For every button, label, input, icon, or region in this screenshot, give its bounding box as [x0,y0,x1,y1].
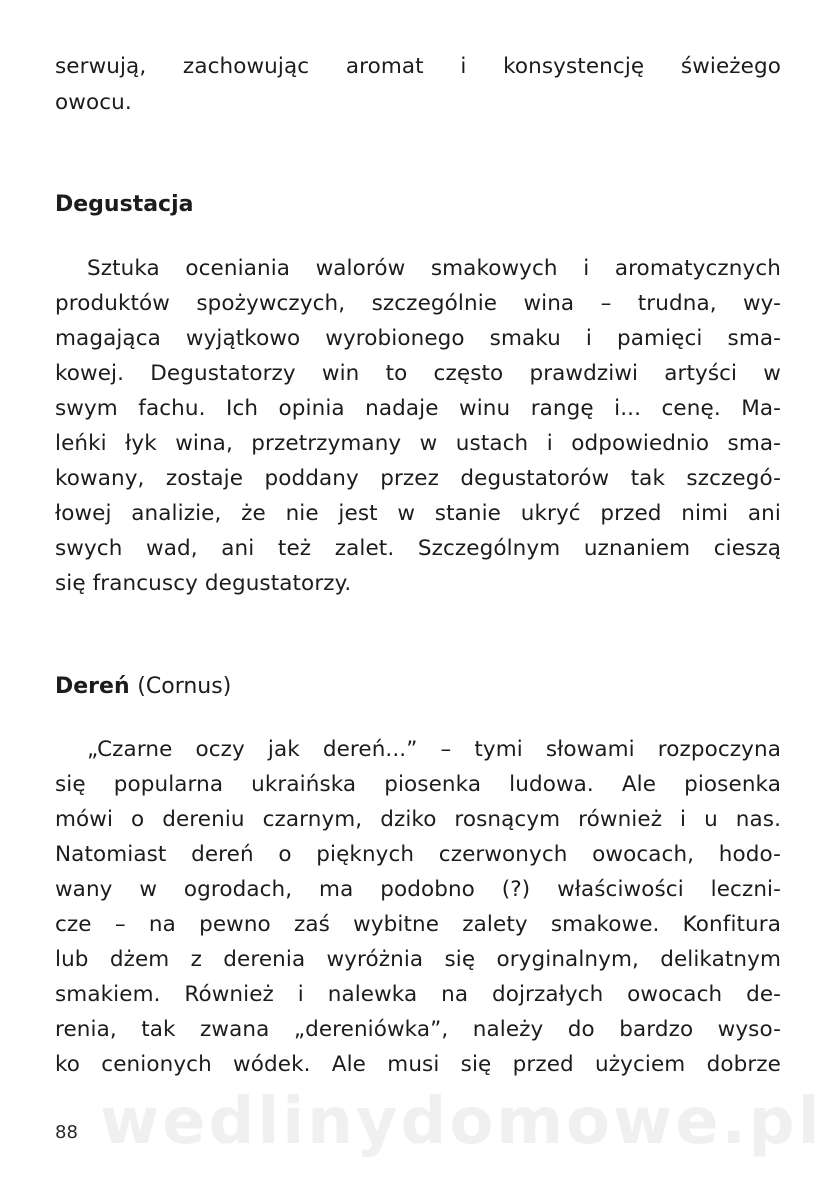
degustacja-line-6: leńki łyk wina, przetrzymany w ustach i odpowiednio sma- [55,431,781,456]
degustacja-line-5: swym fachu. Ich opinia nadaje winu rangę i... cenę. Ma- [55,396,781,421]
degustacja-line-1: Sztuka oceniania walorów smakowych i aromatycznych [87,256,781,281]
continuation-line-2: owocu. [55,90,132,115]
deren-line-7: lub dżem z derenia wyróżnia się oryginalnym, delikatnym [55,947,781,972]
degustacja-line-9: swych wad, ani też zalet. Szczególnym uznaniem cieszą [55,536,781,561]
degustacja-line-3: magająca wyjątkowo wyrobionego smaku i pamięci sma- [55,326,781,351]
degustacja-line-8: łowej analizie, że nie jest w stanie ukryć przed nimi ani [55,501,781,526]
degustacja-line-10: się francuscy degustatorzy. [55,571,352,596]
watermark: wedlinydomowe.pl [100,1085,823,1159]
deren-line-2: się popularna ukraińska piosenka ludowa. Ale piosenka [55,772,781,797]
section-heading-deren [55,672,231,702]
deren-line-1: „Czarne oczy jak dereń...” – tymi słowami rozpoczyna [87,737,781,762]
deren-line-8: smakiem. Również i nalewka na dojrzałych owocach de- [55,982,781,1007]
section-latin-name: (Cornus) [137,674,232,699]
deren-line-4: Natomiast dereń o pięknych czerwonych owocach, hodo- [55,842,781,867]
section-title: Dereń [55,674,130,699]
continuation-line-1: serwują, zachowując aromat i konsystencję świeżego [55,54,781,79]
section-title: Degustacja [55,192,194,217]
section-heading-degustacja [55,190,193,220]
page-number: 88 [55,1122,78,1143]
deren-line-6: cze – na pewno zaś wybitne zalety smakowe. Konfitura [55,912,781,937]
deren-line-10: ko cenionych wódek. Ale musi się przed użyciem dobrze [55,1052,781,1077]
deren-line-9: renia, tak zwana „dereniówka”, należy do bardzo wyso- [55,1017,781,1042]
degustacja-line-2: produktów spożywczych, szczególnie wina – trudna, wy- [55,291,781,316]
degustacja-line-7: kowany, zostaje poddany przez degustatorów tak szczegó- [55,466,781,491]
deren-line-3: mówi o dereniu czarnym, dziko rosnącym również i u nas. [55,807,781,832]
deren-line-5: wany w ogrodach, ma podobno (?) właściwości leczni- [55,877,781,902]
degustacja-line-4: kowej. Degustatorzy win to często prawdziwi artyści w [55,361,781,386]
